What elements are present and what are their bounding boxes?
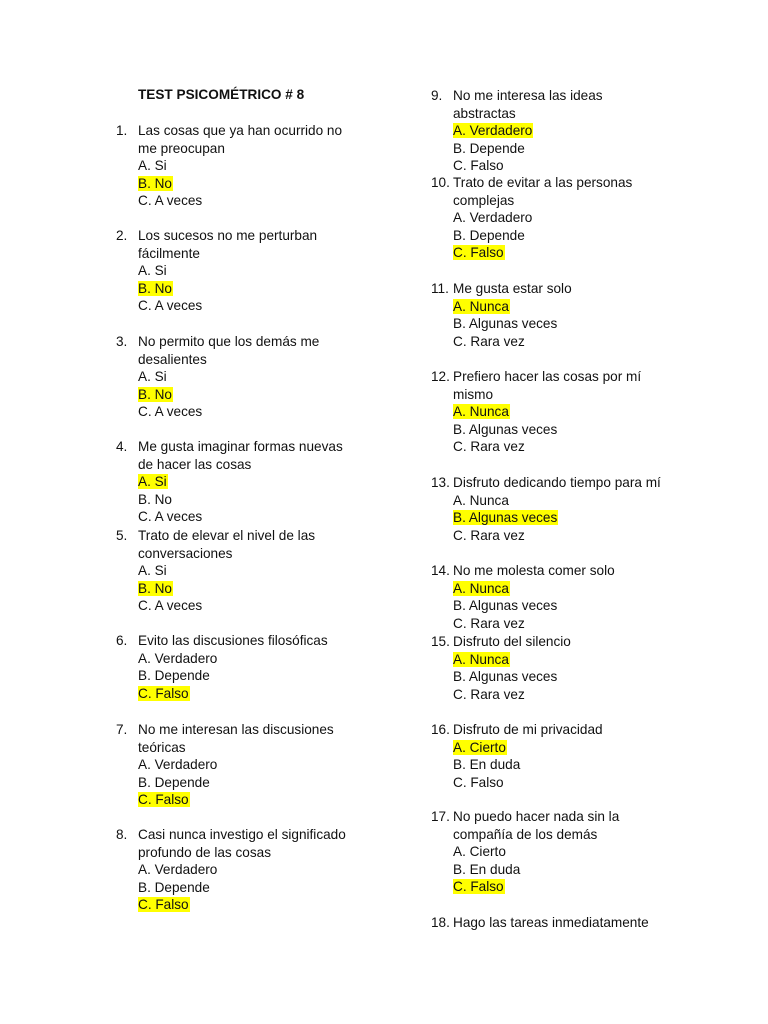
question-text: No puedo hacer nada sin la [453,809,620,824]
question-text: Trato de evitar a las personas [453,175,633,190]
answer-label: C. Rara vez [453,333,525,349]
selected-answer-label: C. Falso [138,897,189,913]
selected-answer-label: C. Falso [453,245,504,261]
selected-answer-label: C. Falso [453,879,504,895]
answer-option [453,756,683,774]
question-7 [116,721,368,809]
question-17 [431,808,683,896]
question-number: 5. [116,528,128,543]
question-13 [431,474,683,544]
answer-label: C. A veces [138,598,203,614]
question-text: No me interesan las discusiones [138,722,334,737]
answer-label: A. Verdadero [453,210,533,226]
answer-option [453,244,683,262]
answer-option [453,403,683,421]
question-number: 2. [116,228,128,243]
question-18 [431,914,683,932]
answer-option [138,386,368,404]
answer-label: B. Algunas veces [453,669,558,685]
question-number: 14. [431,563,450,578]
selected-answer-label: B. No [138,280,172,296]
question-15 [431,633,683,703]
answer-option [453,527,683,545]
question-text: Me gusta estar solo [453,281,572,296]
question-text: Prefiero hacer las cosas por mí [453,369,642,384]
answer-option [138,175,368,193]
question-text: Los sucesos no me perturban [138,228,318,243]
question-number: 18. [431,915,450,930]
answer-option [138,685,368,703]
question-3 [116,333,368,421]
question-14 [431,562,683,632]
answer-label: B. Depende [453,140,525,156]
answer-label: B. No [138,491,172,507]
answer-label: A. Cierto [453,844,506,860]
selected-answer-label: A. Nunca [453,651,509,667]
selected-answer-label: A. Nunca [453,298,509,314]
question-number: 8. [116,827,128,842]
question-text: complejas [453,192,515,208]
question-number: 16. [431,722,450,737]
question-number: 10. [431,175,450,190]
question-number: 3. [116,334,128,349]
question-text: Las cosas que ya han ocurrido no [138,123,343,138]
question-text: No permito que los demás me [138,334,320,349]
answer-option [138,597,368,615]
answer-label: A. Si [138,263,167,279]
question-11 [431,280,683,350]
answer-label: B. Algunas veces [453,316,558,332]
answer-option [453,438,683,456]
answer-option [453,298,683,316]
answer-option [138,297,368,315]
question-number: 12. [431,369,450,384]
question-text: Disfruto del silencio [453,634,571,649]
question-1 [116,122,368,210]
answer-label: C. A veces [138,404,203,420]
answer-label: A. Si [138,158,167,174]
question-text: Disfruto dedicando tiempo para mí [453,475,661,490]
answer-label: C. Falso [453,774,504,790]
answer-option [138,368,368,386]
answer-option [138,562,368,580]
question-number: 13. [431,475,450,490]
answer-option [138,192,368,210]
selected-answer-label: B. No [138,580,172,596]
selected-answer-label: A. Nunca [453,580,509,596]
question-number: 6. [116,633,128,648]
answer-option [453,157,683,175]
answer-option [453,315,683,333]
answer-label: B. En duda [453,757,521,773]
answer-option [138,508,368,526]
answer-label: C. Rara vez [453,615,525,631]
answer-option [138,580,368,598]
answer-option [138,280,368,298]
answer-option [138,650,368,668]
question-8 [116,826,368,914]
answer-option [138,896,368,914]
answer-option [453,774,683,792]
answer-label: A. Verdadero [138,757,218,773]
question-text: teóricas [138,739,186,755]
answer-option [453,686,683,704]
answer-label: B. Depende [138,774,210,790]
answer-label: B. Depende [453,227,525,243]
question-number: 9. [431,88,443,103]
answer-option [138,157,368,175]
question-text: mismo [453,386,494,402]
answer-label: B. En duda [453,861,521,877]
answer-label: C. Rara vez [453,439,525,455]
selected-answer-label: C. Falso [138,685,189,701]
answer-option [138,756,368,774]
answer-option [453,878,683,896]
answer-option [138,667,368,685]
answer-option [453,615,683,633]
answer-label: A. Si [138,369,167,385]
answer-option [138,879,368,897]
question-number: 15. [431,634,450,649]
answer-option [453,509,683,527]
answer-option [453,651,683,669]
answer-label: C. Rara vez [453,686,525,702]
answer-option [453,421,683,439]
answer-option [138,774,368,792]
selected-answer-label: A. Nunca [453,404,509,420]
selected-answer-label: B. No [138,386,172,402]
answer-option [138,491,368,509]
answer-label: B. Depende [138,668,210,684]
answer-option [453,122,683,140]
question-text: Me gusta imaginar formas nuevas [138,439,343,454]
question-4 [116,438,368,526]
answer-label: B. Depende [138,879,210,895]
question-text: Disfruto de mi privacidad [453,722,603,737]
answer-label: C. Rara vez [453,527,525,543]
answer-option [453,739,683,757]
page-title: TEST PSICOMÉTRICO # 8 [138,87,305,102]
answer-option [138,403,368,421]
question-number: 4. [116,439,128,454]
question-text: conversaciones [138,545,233,561]
answer-option [138,262,368,280]
answer-label: C. A veces [138,193,203,209]
question-text: abstractas [453,105,516,121]
selected-answer-label: A. Cierto [453,739,506,755]
selected-answer-label: A. Si [138,474,167,490]
question-number: 17. [431,809,450,824]
question-number: 1. [116,123,128,138]
question-text: de hacer las cosas [138,456,252,472]
answer-option [453,597,683,615]
question-text: profundo de las cosas [138,844,272,860]
question-text: Casi nunca investigo el significado [138,827,346,842]
answer-option [453,861,683,879]
answer-option [453,492,683,510]
answer-option [138,861,368,879]
question-2 [116,227,368,315]
answer-option [453,843,683,861]
answer-label: A. Si [138,563,167,579]
question-text: me preocupan [138,140,225,156]
question-text: compañía de los demás [453,826,598,842]
question-text: fácilmente [138,245,200,261]
answer-label: A. Nunca [453,492,509,508]
question-text: No me interesa las ideas [453,88,603,103]
selected-answer-label: C. Falso [138,792,189,808]
answer-label: C. A veces [138,298,203,314]
question-10 [431,174,683,262]
answer-option [453,580,683,598]
question-text: Hago las tareas inmediatamente [453,915,649,930]
question-number: 7. [116,722,128,737]
question-text: desalientes [138,351,207,367]
answer-label: B. Algunas veces [453,421,558,437]
answer-option [453,227,683,245]
selected-answer-label: B. No [138,175,172,191]
answer-label: C. A veces [138,509,203,525]
question-16 [431,721,683,791]
question-9 [431,87,683,175]
question-text: No me molesta comer solo [453,563,615,578]
question-5 [116,527,368,615]
answer-option [453,140,683,158]
question-6 [116,632,368,702]
answer-option [138,791,368,809]
answer-label: A. Verdadero [138,862,218,878]
selected-answer-label: B. Algunas veces [453,510,558,526]
answer-option [453,209,683,227]
answer-option [138,473,368,491]
answer-label: C. Falso [453,158,504,174]
question-12 [431,368,683,456]
answer-option [453,333,683,351]
question-text: Trato de elevar el nivel de las [138,528,316,543]
question-number: 11. [431,281,449,296]
selected-answer-label: A. Verdadero [453,123,533,139]
question-text: Evito las discusiones filosóficas [138,633,328,648]
answer-label: A. Verdadero [138,650,218,666]
answer-option [453,668,683,686]
answer-label: B. Algunas veces [453,598,558,614]
